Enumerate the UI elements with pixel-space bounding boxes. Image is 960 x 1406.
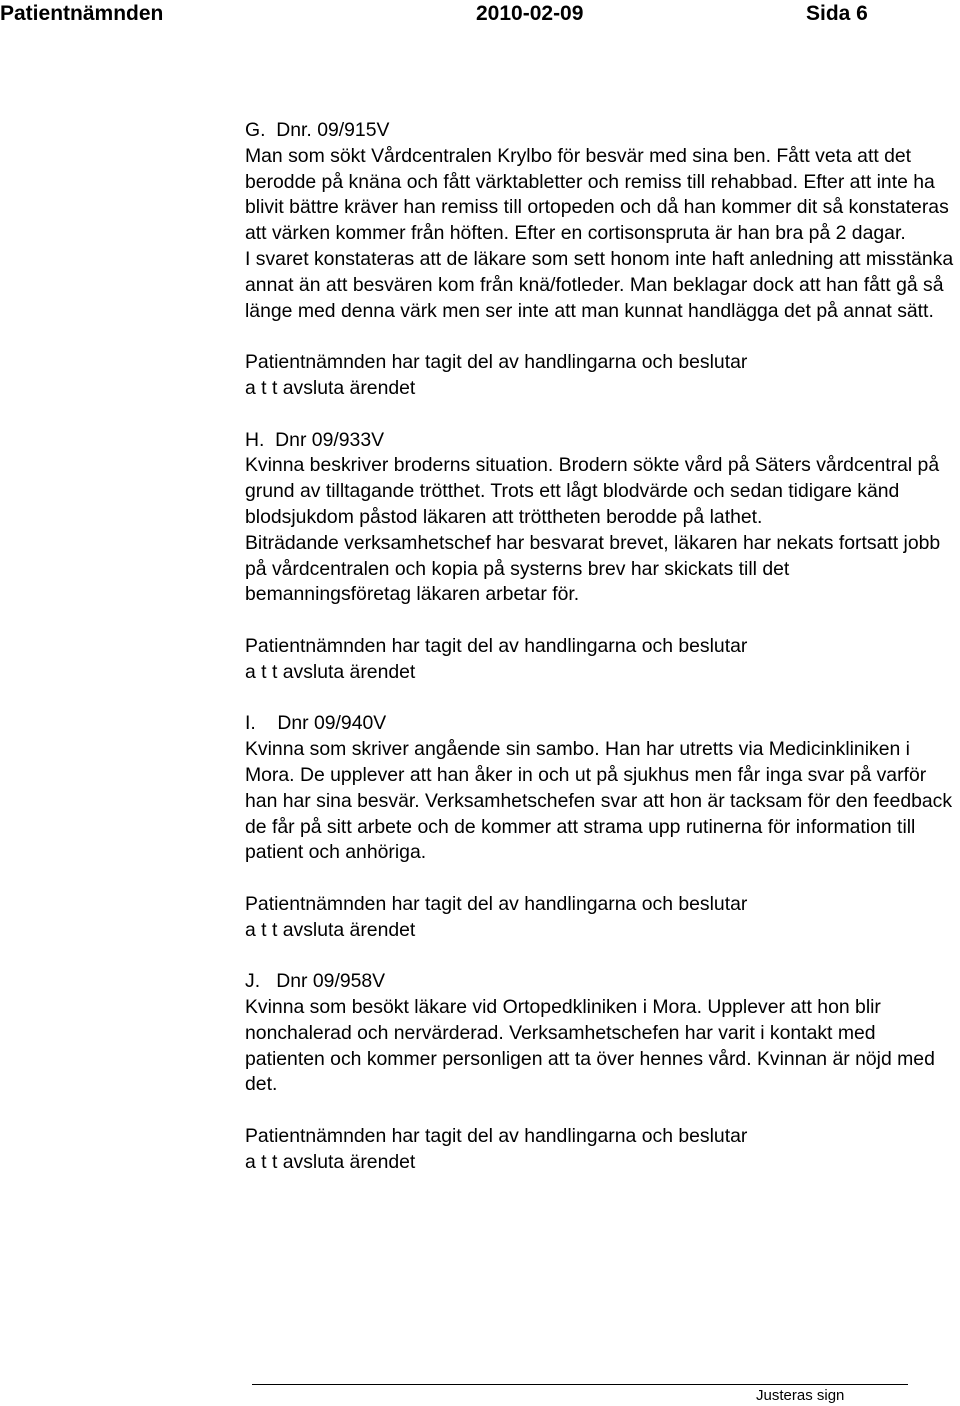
case-paragraph: Kvinna beskriver broderns situation. Brodern sökte vård på Säters vårdcentral på grund av tilltagande trötthet. Trots ett lågt blodvärde och sedan tidigare känd blodsjukdom påstod läkaren att tröttheten berodde på lathet. <box>245 454 940 528</box>
decision-outcome: a t t avsluta ärendet <box>245 1150 416 1173</box>
spacer <box>245 1098 960 1124</box>
header-date: 2010-02-09 <box>476 2 584 25</box>
case-section-i <box>245 711 960 969</box>
case-number: H. Dnr 09/933V <box>245 428 385 451</box>
decision-outcome: a t t avsluta ärendet <box>245 918 416 941</box>
decision-line: Patientnämnden har tagit del av handlingarna och beslutar <box>245 892 748 915</box>
decision-line: Patientnämnden har tagit del av handlingarna och beslutar <box>245 1125 748 1148</box>
case-paragraph: Biträdande verksamhetschef har besvarat brevet, läkaren har nekats fortsatt jobb på vårdcentralen och kopia på systerns brev har skickats till det bemanningsföretag läkaren arbetar för. <box>245 531 941 606</box>
case-paragraph: Kvinna som besökt läkare vid Ortopedkliniken i Mora. Upplever att hon blir nonchalerad och nervärderad. Verksamhetschefen har varit i kontakt med patienten och kommer personligen att ta över hennes vård. Kvinnan är nöjd med det. <box>245 996 935 1096</box>
decision-outcome: a t t avsluta ärendet <box>245 376 416 399</box>
page-header <box>0 0 960 30</box>
case-number: J. Dnr 09/958V <box>245 970 386 993</box>
spacer <box>245 608 960 634</box>
decision-outcome: a t t avsluta ärendet <box>245 660 416 683</box>
case-section-g <box>245 118 960 428</box>
spacer <box>245 686 960 712</box>
spacer <box>245 944 960 970</box>
header-page-number: Sida 6 <box>806 2 868 25</box>
decision-line: Patientnämnden har tagit del av handlingarna och beslutar <box>245 634 748 657</box>
case-paragraph: Kvinna som skriver angående sin sambo. Han har utretts via Medicinkliniken i Mora. De upplever att han åker in och ut på sjukhus men får inga svar på varför han har sina besvär. Verksamhetschefen svar att hon är tacksam för den feedback de får på sitt arbete och de kommer att strama upp rutinerna för information till patient och anhöriga. <box>245 738 953 864</box>
decision-line: Patientnämnden har tagit del av handlingarna och beslutar <box>245 351 748 374</box>
case-paragraph: I svaret konstateras att de läkare som sett honom inte haft anledning att misstänka annat än att besvären kom från knä/fotleder. Man beklagar dock att han fått gå så länge med denna värk men ser inte att man kunnat handlägga det på annat sätt. <box>245 247 954 322</box>
case-section-h <box>245 428 960 712</box>
spacer <box>245 402 960 428</box>
case-section-j <box>245 969 960 1175</box>
header-organization: Patientnämnden <box>0 2 164 25</box>
case-paragraph: Man som sökt Vårdcentralen Krylbo för besvär med sina ben. Fått veta att det berodde på knäna och fått värktabletter och remiss till rehabbad. Efter att inte ha blivit bättre kräver han remiss till ortopeden och då han kommer dit så konstateras att värken kommer från höften. Efter en cortisonspruta är han bra på 2 dagar. <box>245 144 949 245</box>
case-number: G. Dnr. 09/915V <box>245 119 390 141</box>
spacer <box>245 866 960 892</box>
signature-label: Justeras sign <box>756 1387 845 1404</box>
spacer <box>245 324 960 350</box>
case-number: I. Dnr 09/940V <box>245 712 387 735</box>
document-body <box>245 118 960 1176</box>
signature-line <box>252 1384 908 1385</box>
